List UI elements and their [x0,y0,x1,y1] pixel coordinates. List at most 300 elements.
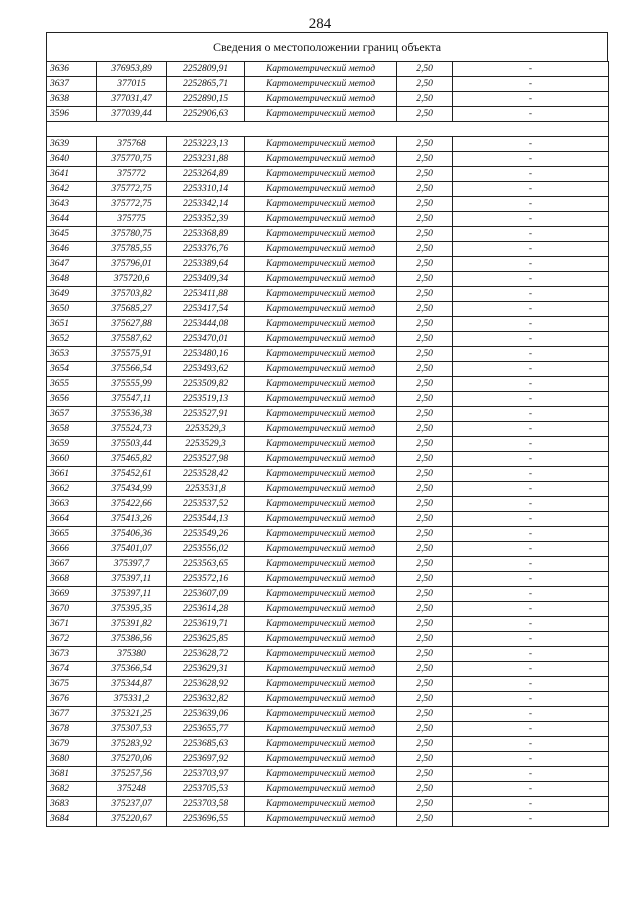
point-number-cell: 3659 [47,437,97,452]
point-number-cell: 3649 [47,287,97,302]
x-coordinate-cell: 375768 [97,137,167,152]
method-cell: Картометрический метод [245,512,397,527]
point-number-cell: 3679 [47,737,97,752]
accuracy-cell: 2,50 [397,512,453,527]
method-cell: Картометрический метод [245,182,397,197]
x-coordinate-cell: 375406,36 [97,527,167,542]
method-cell: Картометрический метод [245,137,397,152]
accuracy-cell: 2,50 [397,317,453,332]
method-cell: Картометрический метод [245,602,397,617]
accuracy-cell: 2,50 [397,392,453,407]
x-coordinate-cell: 375566,54 [97,362,167,377]
method-cell: Картометрический метод [245,752,397,767]
x-coordinate-cell: 375555,99 [97,377,167,392]
accuracy-cell: 2,50 [397,422,453,437]
method-cell: Картометрический метод [245,722,397,737]
point-number-cell: 3672 [47,632,97,647]
accuracy-cell: 2,50 [397,452,453,467]
x-coordinate-cell: 375307,53 [97,722,167,737]
note-cell: - [453,227,609,242]
point-number-cell: 3636 [47,62,97,77]
method-cell: Картометрический метод [245,707,397,722]
table-row [47,392,609,407]
x-coordinate-cell: 375536,38 [97,407,167,422]
x-coordinate-cell: 375395,35 [97,602,167,617]
note-cell: - [453,272,609,287]
note-cell: - [453,707,609,722]
table-row [47,722,609,737]
accuracy-cell: 2,50 [397,62,453,77]
x-coordinate-cell: 375413,26 [97,512,167,527]
method-cell: Картометрический метод [245,542,397,557]
note-cell: - [453,527,609,542]
note-cell: - [453,167,609,182]
y-coordinate-cell: 2253352,39 [167,212,245,227]
point-number-cell: 3677 [47,707,97,722]
point-number-cell: 3647 [47,257,97,272]
table-row [47,557,609,572]
method-cell: Картометрический метод [245,152,397,167]
section-title: Сведения о местоположении границ объекта [46,32,608,61]
x-coordinate-cell: 375796,01 [97,257,167,272]
point-number-cell: 3669 [47,587,97,602]
method-cell: Картометрический метод [245,677,397,692]
note-cell: - [453,407,609,422]
x-coordinate-cell: 375575,91 [97,347,167,362]
table-row [47,347,609,362]
point-number-cell: 3646 [47,242,97,257]
method-cell: Картометрический метод [245,107,397,122]
x-coordinate-cell: 375397,11 [97,587,167,602]
x-coordinate-cell: 375344,87 [97,677,167,692]
method-cell: Картометрический метод [245,362,397,377]
x-coordinate-cell: 377031,47 [97,92,167,107]
accuracy-cell: 2,50 [397,242,453,257]
note-cell: - [453,437,609,452]
coordinates-table [46,61,609,827]
point-number-cell: 3683 [47,797,97,812]
table-row [47,92,609,107]
x-coordinate-cell: 375775 [97,212,167,227]
method-cell: Картометрический метод [245,287,397,302]
point-number-cell: 3655 [47,377,97,392]
x-coordinate-cell: 375434,99 [97,482,167,497]
note-cell: - [453,542,609,557]
y-coordinate-cell: 2253632,82 [167,692,245,707]
accuracy-cell: 2,50 [397,782,453,797]
table-row [47,812,609,827]
x-coordinate-cell: 375524,73 [97,422,167,437]
x-coordinate-cell: 375503,44 [97,437,167,452]
method-cell: Картометрический метод [245,392,397,407]
point-number-cell: 3641 [47,167,97,182]
x-coordinate-cell: 375401,07 [97,542,167,557]
note-cell: - [453,602,609,617]
point-number-cell: 3645 [47,227,97,242]
point-number-cell: 3654 [47,362,97,377]
note-cell: - [453,647,609,662]
x-coordinate-cell: 375685,27 [97,302,167,317]
accuracy-cell: 2,50 [397,362,453,377]
x-coordinate-cell: 375703,82 [97,287,167,302]
point-number-cell: 3680 [47,752,97,767]
point-number-cell: 3674 [47,662,97,677]
y-coordinate-cell: 2253444,08 [167,317,245,332]
note-cell: - [453,722,609,737]
x-coordinate-cell: 375720,6 [97,272,167,287]
y-coordinate-cell: 2252809,91 [167,62,245,77]
x-coordinate-cell: 375547,11 [97,392,167,407]
table-row [47,497,609,512]
accuracy-cell: 2,50 [397,197,453,212]
accuracy-cell: 2,50 [397,692,453,707]
y-coordinate-cell: 2253697,92 [167,752,245,767]
accuracy-cell: 2,50 [397,437,453,452]
y-coordinate-cell: 2253231,88 [167,152,245,167]
method-cell: Картометрический метод [245,227,397,242]
table-row [47,362,609,377]
accuracy-cell: 2,50 [397,407,453,422]
point-number-cell: 3675 [47,677,97,692]
table-row [47,737,609,752]
method-cell: Картометрический метод [245,632,397,647]
y-coordinate-cell: 2253529,3 [167,437,245,452]
y-coordinate-cell: 2253310,14 [167,182,245,197]
point-number-cell: 3653 [47,347,97,362]
point-number-cell: 3640 [47,152,97,167]
note-cell: - [453,482,609,497]
method-cell: Картометрический метод [245,527,397,542]
note-cell: - [453,137,609,152]
accuracy-cell: 2,50 [397,182,453,197]
x-coordinate-cell: 375248 [97,782,167,797]
table-row [47,677,609,692]
accuracy-cell: 2,50 [397,92,453,107]
accuracy-cell: 2,50 [397,257,453,272]
note-cell: - [453,497,609,512]
method-cell: Картометрический метод [245,647,397,662]
point-number-cell: 3644 [47,212,97,227]
note-cell: - [453,662,609,677]
point-number-cell: 3664 [47,512,97,527]
accuracy-cell: 2,50 [397,557,453,572]
note-cell: - [453,452,609,467]
x-coordinate-cell: 375397,11 [97,572,167,587]
note-cell: - [453,557,609,572]
point-number-cell: 3638 [47,92,97,107]
table-row [47,137,609,152]
accuracy-cell: 2,50 [397,707,453,722]
x-coordinate-cell: 377039,44 [97,107,167,122]
method-cell: Картометрический метод [245,467,397,482]
x-coordinate-cell: 375780,75 [97,227,167,242]
method-cell: Картометрический метод [245,452,397,467]
table-row [47,407,609,422]
x-coordinate-cell: 375397,7 [97,557,167,572]
point-number-cell: 3668 [47,572,97,587]
y-coordinate-cell: 2253705,53 [167,782,245,797]
method-cell: Картометрический метод [245,167,397,182]
table-row [47,287,609,302]
table-row [47,602,609,617]
x-coordinate-cell: 375220,67 [97,812,167,827]
method-cell: Картометрический метод [245,482,397,497]
method-cell: Картометрический метод [245,317,397,332]
x-coordinate-cell: 375770,75 [97,152,167,167]
y-coordinate-cell: 2253389,64 [167,257,245,272]
x-coordinate-cell: 375321,25 [97,707,167,722]
x-coordinate-cell: 375380 [97,647,167,662]
point-number-cell: 3656 [47,392,97,407]
point-number-cell: 3650 [47,302,97,317]
method-cell: Картометрический метод [245,422,397,437]
point-number-cell: 3637 [47,77,97,92]
y-coordinate-cell: 2252906,63 [167,107,245,122]
accuracy-cell: 2,50 [397,677,453,692]
y-coordinate-cell: 2253655,77 [167,722,245,737]
y-coordinate-cell: 2253685,63 [167,737,245,752]
method-cell: Картометрический метод [245,92,397,107]
x-coordinate-cell: 375283,92 [97,737,167,752]
method-cell: Картометрический метод [245,347,397,362]
accuracy-cell: 2,50 [397,767,453,782]
table-row [47,632,609,647]
method-cell: Картометрический метод [245,77,397,92]
method-cell: Картометрический метод [245,302,397,317]
point-number-cell: 3681 [47,767,97,782]
y-coordinate-cell: 2253696,55 [167,812,245,827]
accuracy-cell: 2,50 [397,527,453,542]
note-cell: - [453,302,609,317]
point-number-cell: 3670 [47,602,97,617]
point-number-cell: 3642 [47,182,97,197]
y-coordinate-cell: 2253572,16 [167,572,245,587]
x-coordinate-cell: 375391,82 [97,617,167,632]
table-row [47,182,609,197]
y-coordinate-cell: 2252865,71 [167,77,245,92]
note-cell: - [453,767,609,782]
point-number-cell: 3678 [47,722,97,737]
note-cell: - [453,737,609,752]
method-cell: Картометрический метод [245,497,397,512]
point-number-cell: 3684 [47,812,97,827]
table-row [47,797,609,812]
note-cell: - [453,257,609,272]
y-coordinate-cell: 2253563,65 [167,557,245,572]
accuracy-cell: 2,50 [397,107,453,122]
point-number-cell: 3666 [47,542,97,557]
note-cell: - [453,287,609,302]
y-coordinate-cell: 2253411,88 [167,287,245,302]
note-cell: - [453,317,609,332]
method-cell: Картометрический метод [245,812,397,827]
y-coordinate-cell: 2253629,31 [167,662,245,677]
accuracy-cell: 2,50 [397,812,453,827]
point-number-cell: 3673 [47,647,97,662]
method-cell: Картометрический метод [245,587,397,602]
note-cell: - [453,212,609,227]
page-number: 284 [308,16,332,32]
table-row [47,752,609,767]
accuracy-cell: 2,50 [397,377,453,392]
x-coordinate-cell: 375452,61 [97,467,167,482]
method-cell: Картометрический метод [245,737,397,752]
y-coordinate-cell: 2253639,06 [167,707,245,722]
y-coordinate-cell: 2253342,14 [167,197,245,212]
x-coordinate-cell: 375627,88 [97,317,167,332]
note-cell: - [453,782,609,797]
point-number-cell: 3663 [47,497,97,512]
table-row [47,152,609,167]
y-coordinate-cell: 2253531,8 [167,482,245,497]
table-row [47,62,609,77]
accuracy-cell: 2,50 [397,602,453,617]
table-row [47,212,609,227]
point-number-cell: 3682 [47,782,97,797]
note-cell: - [453,632,609,647]
y-coordinate-cell: 2253528,42 [167,467,245,482]
table-row [47,767,609,782]
y-coordinate-cell: 2253703,58 [167,797,245,812]
y-coordinate-cell: 2253527,98 [167,452,245,467]
note-cell: - [453,587,609,602]
point-number-cell: 3652 [47,332,97,347]
point-number-cell: 3648 [47,272,97,287]
accuracy-cell: 2,50 [397,272,453,287]
point-number-cell: 3662 [47,482,97,497]
note-cell: - [453,107,609,122]
y-coordinate-cell: 2253628,92 [167,677,245,692]
method-cell: Картометрический метод [245,662,397,677]
table-row [47,482,609,497]
method-cell: Картометрический метод [245,692,397,707]
y-coordinate-cell: 2253417,54 [167,302,245,317]
note-cell: - [453,392,609,407]
table-row [47,452,609,467]
y-coordinate-cell: 2253549,26 [167,527,245,542]
y-coordinate-cell: 2253519,13 [167,392,245,407]
table-row [47,662,609,677]
table-row [47,257,609,272]
table-row [47,197,609,212]
x-coordinate-cell: 375772,75 [97,197,167,212]
table-row [47,332,609,347]
method-cell: Картометрический метод [245,437,397,452]
table-row [47,527,609,542]
method-cell: Картометрический метод [245,257,397,272]
point-number-cell: 3657 [47,407,97,422]
x-coordinate-cell: 375386,56 [97,632,167,647]
accuracy-cell: 2,50 [397,647,453,662]
y-coordinate-cell: 2253223,13 [167,137,245,152]
point-number-cell: 3596 [47,107,97,122]
note-cell: - [453,752,609,767]
note-cell: - [453,677,609,692]
table-row [47,377,609,392]
x-coordinate-cell: 375772 [97,167,167,182]
note-cell: - [453,362,609,377]
method-cell: Картометрический метод [245,242,397,257]
point-number-cell: 3643 [47,197,97,212]
accuracy-cell: 2,50 [397,347,453,362]
y-coordinate-cell: 2253556,02 [167,542,245,557]
x-coordinate-cell: 375237,07 [97,797,167,812]
table-row [47,692,609,707]
x-coordinate-cell: 375587,62 [97,332,167,347]
note-cell: - [453,242,609,257]
section-gap-row [47,122,609,137]
y-coordinate-cell: 2253527,91 [167,407,245,422]
x-coordinate-cell: 375270,06 [97,752,167,767]
table-row [47,227,609,242]
y-coordinate-cell: 2253619,71 [167,617,245,632]
boundary-sheet [46,32,608,827]
accuracy-cell: 2,50 [397,737,453,752]
note-cell: - [453,812,609,827]
y-coordinate-cell: 2253493,62 [167,362,245,377]
method-cell: Картометрический метод [245,197,397,212]
note-cell: - [453,692,609,707]
note-cell: - [453,797,609,812]
y-coordinate-cell: 2253607,09 [167,587,245,602]
table-row [47,587,609,602]
table-row [47,572,609,587]
table-row [47,167,609,182]
accuracy-cell: 2,50 [397,497,453,512]
note-cell: - [453,152,609,167]
note-cell: - [453,92,609,107]
x-coordinate-cell: 375257,56 [97,767,167,782]
note-cell: - [453,617,609,632]
accuracy-cell: 2,50 [397,572,453,587]
y-coordinate-cell: 2253625,85 [167,632,245,647]
point-number-cell: 3667 [47,557,97,572]
table-row [47,647,609,662]
accuracy-cell: 2,50 [397,137,453,152]
table-row [47,707,609,722]
x-coordinate-cell: 375331,2 [97,692,167,707]
accuracy-cell: 2,50 [397,542,453,557]
table-row [47,512,609,527]
point-number-cell: 3658 [47,422,97,437]
method-cell: Картометрический метод [245,782,397,797]
x-coordinate-cell: 375465,82 [97,452,167,467]
x-coordinate-cell: 377015 [97,77,167,92]
accuracy-cell: 2,50 [397,662,453,677]
table-row [47,77,609,92]
method-cell: Картометрический метод [245,272,397,287]
accuracy-cell: 2,50 [397,152,453,167]
table-row [47,107,609,122]
x-coordinate-cell: 375785,55 [97,242,167,257]
table-row [47,782,609,797]
y-coordinate-cell: 2253509,82 [167,377,245,392]
y-coordinate-cell: 2253470,01 [167,332,245,347]
y-coordinate-cell: 2253368,89 [167,227,245,242]
x-coordinate-cell: 376953,89 [97,62,167,77]
note-cell: - [453,572,609,587]
table-row [47,302,609,317]
accuracy-cell: 2,50 [397,332,453,347]
y-coordinate-cell: 2253628,72 [167,647,245,662]
method-cell: Картометрический метод [245,557,397,572]
accuracy-cell: 2,50 [397,722,453,737]
method-cell: Картометрический метод [245,572,397,587]
x-coordinate-cell: 375772,75 [97,182,167,197]
table-row [47,272,609,287]
accuracy-cell: 2,50 [397,167,453,182]
accuracy-cell: 2,50 [397,752,453,767]
